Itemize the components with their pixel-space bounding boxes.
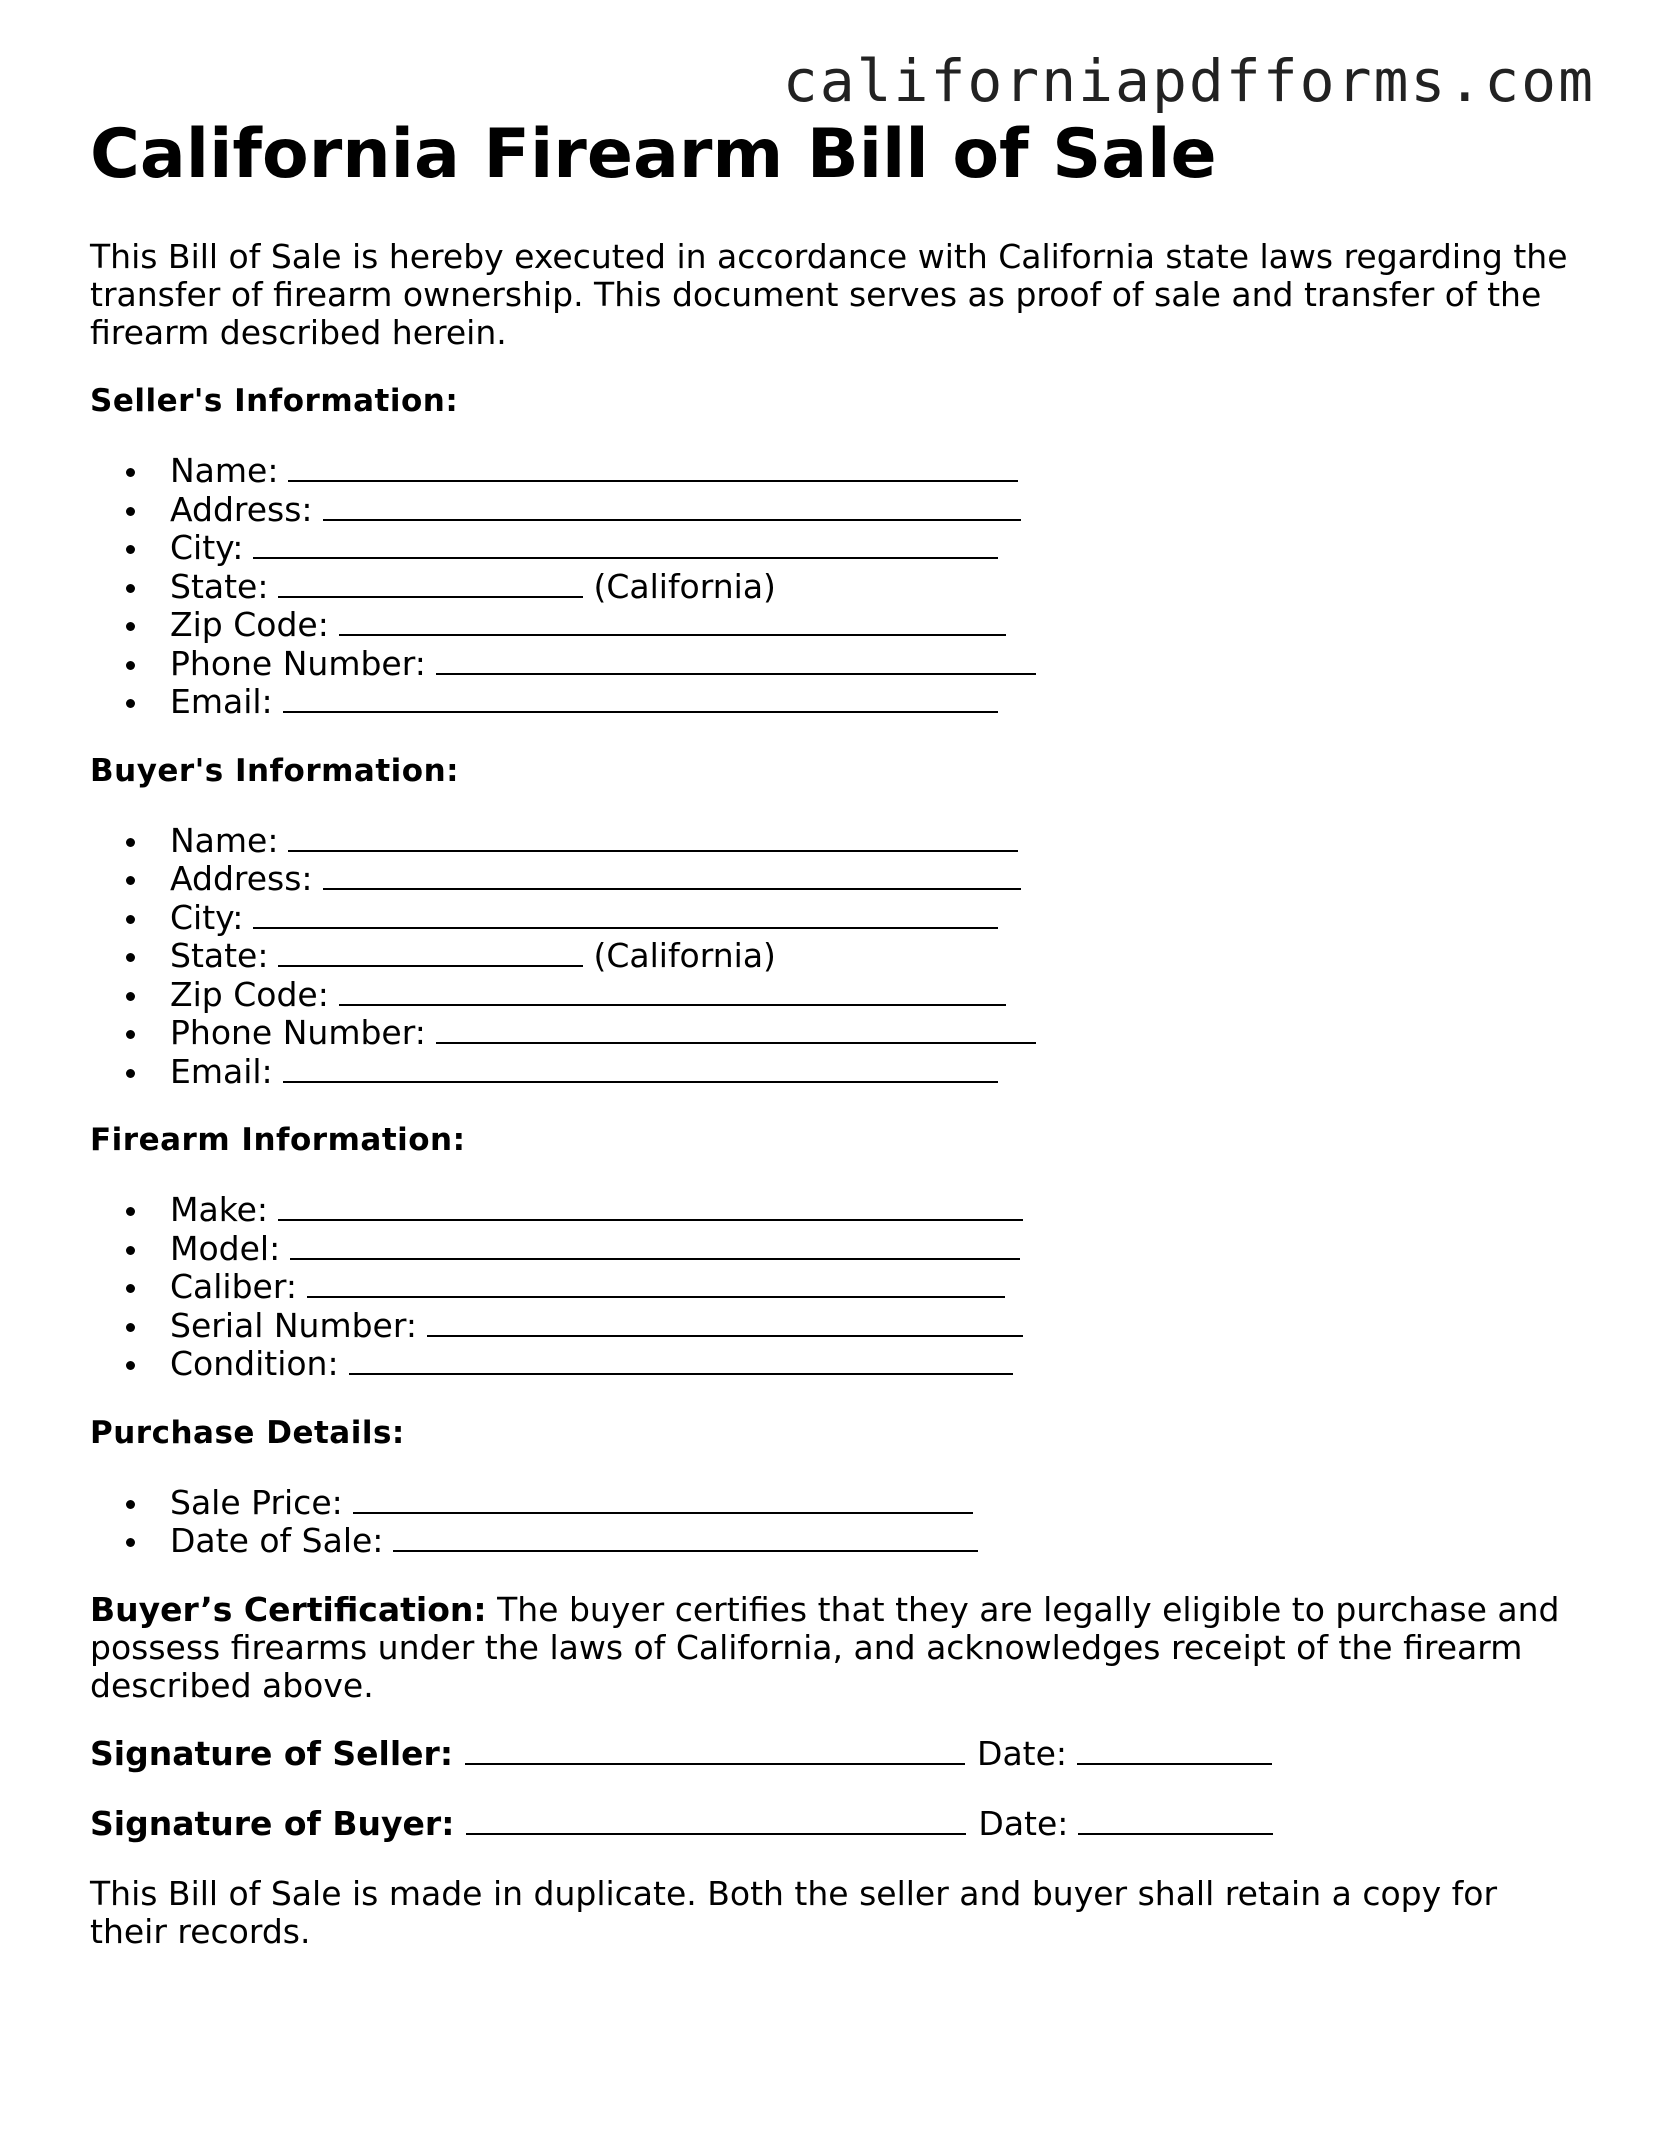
blank-line[interactable] bbox=[290, 1230, 1020, 1260]
firearm-serial-field[interactable] bbox=[170, 1307, 1570, 1346]
certification-label: Buyer’s Certification: bbox=[90, 1589, 487, 1629]
blank-line[interactable] bbox=[253, 529, 998, 559]
field-label: Address: bbox=[170, 489, 313, 529]
seller-email-field[interactable] bbox=[170, 683, 1570, 722]
blank-line[interactable] bbox=[278, 1191, 1023, 1221]
closing-paragraph: This Bill of Sale is made in duplicate. Both the seller and buyer shall retain a copy for their records. bbox=[90, 1873, 1498, 1951]
field-label: Caliber: bbox=[170, 1267, 297, 1306]
page-title: California Firearm Bill of Sale bbox=[90, 115, 1217, 194]
firearm-condition-field[interactable] bbox=[170, 1345, 1570, 1384]
state-suffix: (California) bbox=[593, 936, 776, 975]
seller-fields bbox=[90, 452, 1570, 722]
field-label: Make: bbox=[170, 1190, 269, 1229]
seller-address-field[interactable] bbox=[170, 491, 1570, 530]
site-watermark: californiapdfforms.com bbox=[782, 47, 1595, 115]
blank-line[interactable] bbox=[253, 899, 998, 929]
blank-line[interactable] bbox=[323, 860, 1021, 890]
field-label: Phone Number: bbox=[170, 1013, 426, 1052]
blank-line[interactable] bbox=[283, 1053, 998, 1083]
purchase-heading: Purchase Details: bbox=[90, 1414, 405, 1451]
buyer-name-field[interactable] bbox=[170, 822, 1570, 861]
blank-line[interactable] bbox=[278, 568, 583, 598]
firearm-caliber-field[interactable] bbox=[170, 1268, 1570, 1307]
field-label: Address: bbox=[170, 859, 313, 898]
blank-line[interactable] bbox=[307, 1268, 1005, 1298]
date-of-sale-field[interactable] bbox=[170, 1522, 1570, 1561]
seller-signature-line[interactable] bbox=[465, 1735, 965, 1765]
buyer-address-field[interactable] bbox=[170, 860, 1570, 899]
blank-line[interactable] bbox=[349, 1345, 1013, 1375]
firearm-fields bbox=[90, 1191, 1570, 1384]
blank-line[interactable] bbox=[288, 452, 1018, 482]
buyer-signature-row bbox=[90, 1805, 1570, 1843]
date-label: Date: bbox=[978, 1803, 1069, 1843]
firearm-model-field[interactable] bbox=[170, 1230, 1570, 1269]
blank-line[interactable] bbox=[288, 822, 1018, 852]
intro-paragraph: This Bill of Sale is hereby executed in accordance with California state laws regarding the transfer of firearm ownership. This document serves as proof of sale and transfer of the firearm described herein. bbox=[90, 237, 1568, 352]
seller-heading: Seller's Information: bbox=[90, 383, 459, 419]
buyer-phone-field[interactable] bbox=[170, 1014, 1570, 1053]
seller-signature-label: Signature of Seller: bbox=[90, 1733, 454, 1773]
blank-line[interactable] bbox=[323, 491, 1021, 521]
blank-line[interactable] bbox=[353, 1484, 973, 1514]
field-label: City: bbox=[170, 528, 244, 567]
field-label: Phone Number: bbox=[170, 643, 426, 683]
seller-city-field[interactable] bbox=[170, 529, 1570, 568]
seller-state-field[interactable] bbox=[170, 568, 1570, 607]
field-label: Name: bbox=[170, 451, 279, 490]
field-label: Date of Sale: bbox=[170, 1521, 384, 1560]
seller-phone-field[interactable] bbox=[170, 645, 1570, 684]
buyer-heading: Buyer's Information: bbox=[90, 752, 460, 789]
buyer-zip-field[interactable] bbox=[170, 976, 1570, 1015]
seller-date-line[interactable] bbox=[1077, 1735, 1272, 1765]
blank-line[interactable] bbox=[393, 1522, 978, 1552]
field-label: State: bbox=[170, 566, 269, 606]
seller-name-field[interactable] bbox=[170, 452, 1570, 491]
field-label: Condition: bbox=[170, 1344, 339, 1383]
buyer-signature-label: Signature of Buyer: bbox=[90, 1803, 455, 1843]
blank-line[interactable] bbox=[339, 606, 1006, 636]
buyer-state-field[interactable] bbox=[170, 937, 1570, 976]
buyer-city-field[interactable] bbox=[170, 899, 1570, 938]
seller-zip-field[interactable] bbox=[170, 606, 1570, 645]
blank-line[interactable] bbox=[339, 976, 1006, 1006]
certification-text: The buyer certifies that they are legally eligible to purchase and possess firearms under the laws of California, and acknowledges receipt of the firearm described above. bbox=[90, 1589, 1560, 1705]
sale-price-field[interactable] bbox=[170, 1484, 1570, 1523]
field-label: Zip Code: bbox=[170, 974, 329, 1014]
buyer-email-field[interactable] bbox=[170, 1053, 1570, 1092]
purchase-fields bbox=[90, 1484, 1570, 1561]
blank-line[interactable] bbox=[436, 645, 1036, 675]
field-label: City: bbox=[170, 897, 244, 937]
blank-line[interactable] bbox=[436, 1014, 1036, 1044]
buyer-date-line[interactable] bbox=[1078, 1805, 1273, 1835]
field-label: State: bbox=[170, 936, 269, 975]
blank-line[interactable] bbox=[427, 1307, 1023, 1337]
field-label: Serial Number: bbox=[170, 1305, 417, 1345]
field-label: Email: bbox=[170, 682, 273, 721]
buyer-certification bbox=[90, 1591, 1570, 1705]
field-label: Name: bbox=[170, 820, 279, 860]
field-label: Sale Price: bbox=[170, 1482, 343, 1522]
seller-signature-row bbox=[90, 1735, 1570, 1773]
blank-line[interactable] bbox=[278, 937, 583, 967]
firearm-make-field[interactable] bbox=[170, 1191, 1570, 1230]
state-suffix: (California) bbox=[593, 566, 776, 606]
buyer-fields bbox=[90, 822, 1570, 1092]
field-label: Model: bbox=[170, 1228, 281, 1268]
date-label: Date: bbox=[977, 1733, 1068, 1773]
buyer-signature-line[interactable] bbox=[466, 1805, 966, 1835]
field-label: Email: bbox=[170, 1051, 273, 1091]
field-label: Zip Code: bbox=[170, 605, 329, 644]
document-body bbox=[90, 238, 1570, 1951]
firearm-heading: Firearm Information: bbox=[90, 1122, 466, 1158]
blank-line[interactable] bbox=[283, 683, 998, 713]
